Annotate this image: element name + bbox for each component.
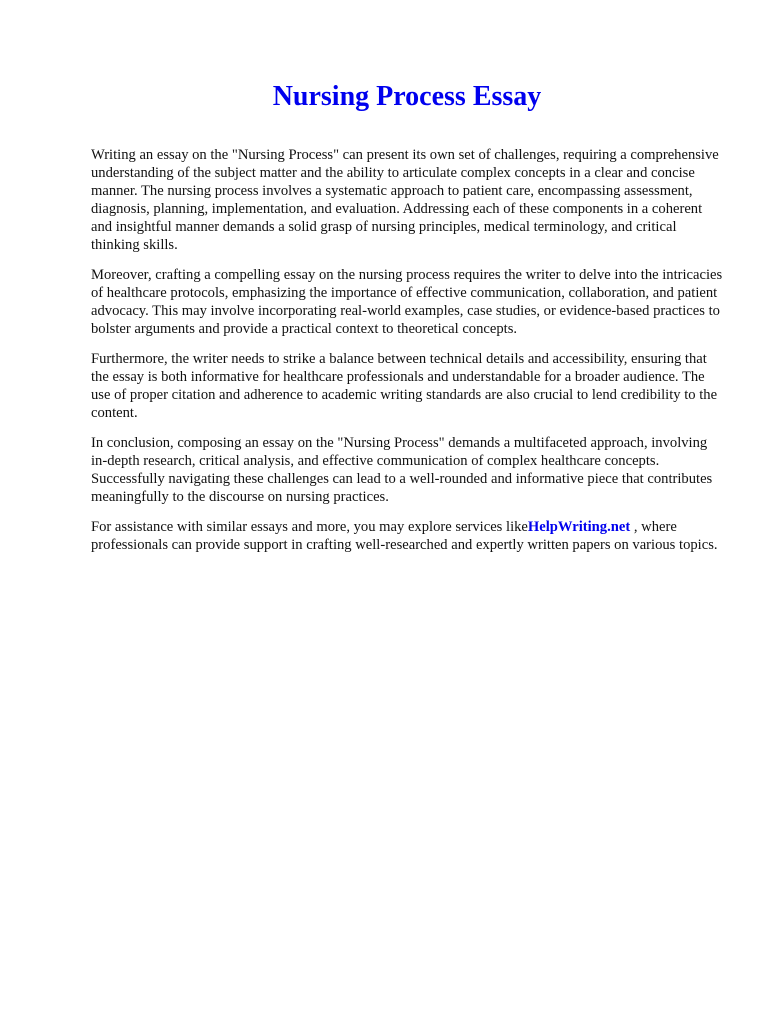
paragraph-intro: Writing an essay on the "Nursing Process" can present its own set of challenges, requiring a comprehensive understanding of the subject matter and the ability to articulate complex concepts in a clear and concise manner. The nursing process involves a systematic approach to patient care, encompassing assessment, diagnosis, planning, implementation, and evaluation. Addressing each of these components in a coherent and insightful manner demands a solid grasp of nursing principles, medical terminology, and critical thinking skills. — [91, 147, 719, 253]
closing-text-after-link: , where professionals can provide support in crafting well-researched and expertly written papers on various topics. — [91, 519, 718, 553]
document-body — [91, 146, 723, 566]
helpwriting-link[interactable]: HelpWriting.net — [527, 519, 631, 535]
document-title: Nursing Process Essay — [272, 81, 542, 112]
paragraph-moreover: Moreover, crafting a compelling essay on the nursing process requires the writer to delve into the intricacies of healthcare protocols, emphasizing the importance of effective communication, collaboration, and patient advocacy. This may involve incorporating real-world examples, case studies, or evidence-based practices to bolster arguments and provide a practical context to theoretical concepts. — [91, 267, 723, 337]
paragraph-conclusion: In conclusion, composing an essay on the "Nursing Process" demands a multifaceted approach, involving in-depth research, critical analysis, and effective communication of complex healthcare concepts. Successfully navigating these challenges can lead to a well-rounded and informative piece that contributes meaningfully to the discourse on nursing practices. — [91, 435, 713, 505]
paragraph-closing — [91, 518, 723, 554]
closing-text-before-link: For assistance with similar essays and more, you may explore services like — [91, 519, 528, 535]
paragraph-furthermore: Furthermore, the writer needs to strike a balance between technical details and accessibility, ensuring that the essay is both informative for healthcare professionals and understandable for a broader audience. The use of proper citation and adherence to academic writing standards are also crucial to lend credibility to the content. — [91, 351, 718, 421]
